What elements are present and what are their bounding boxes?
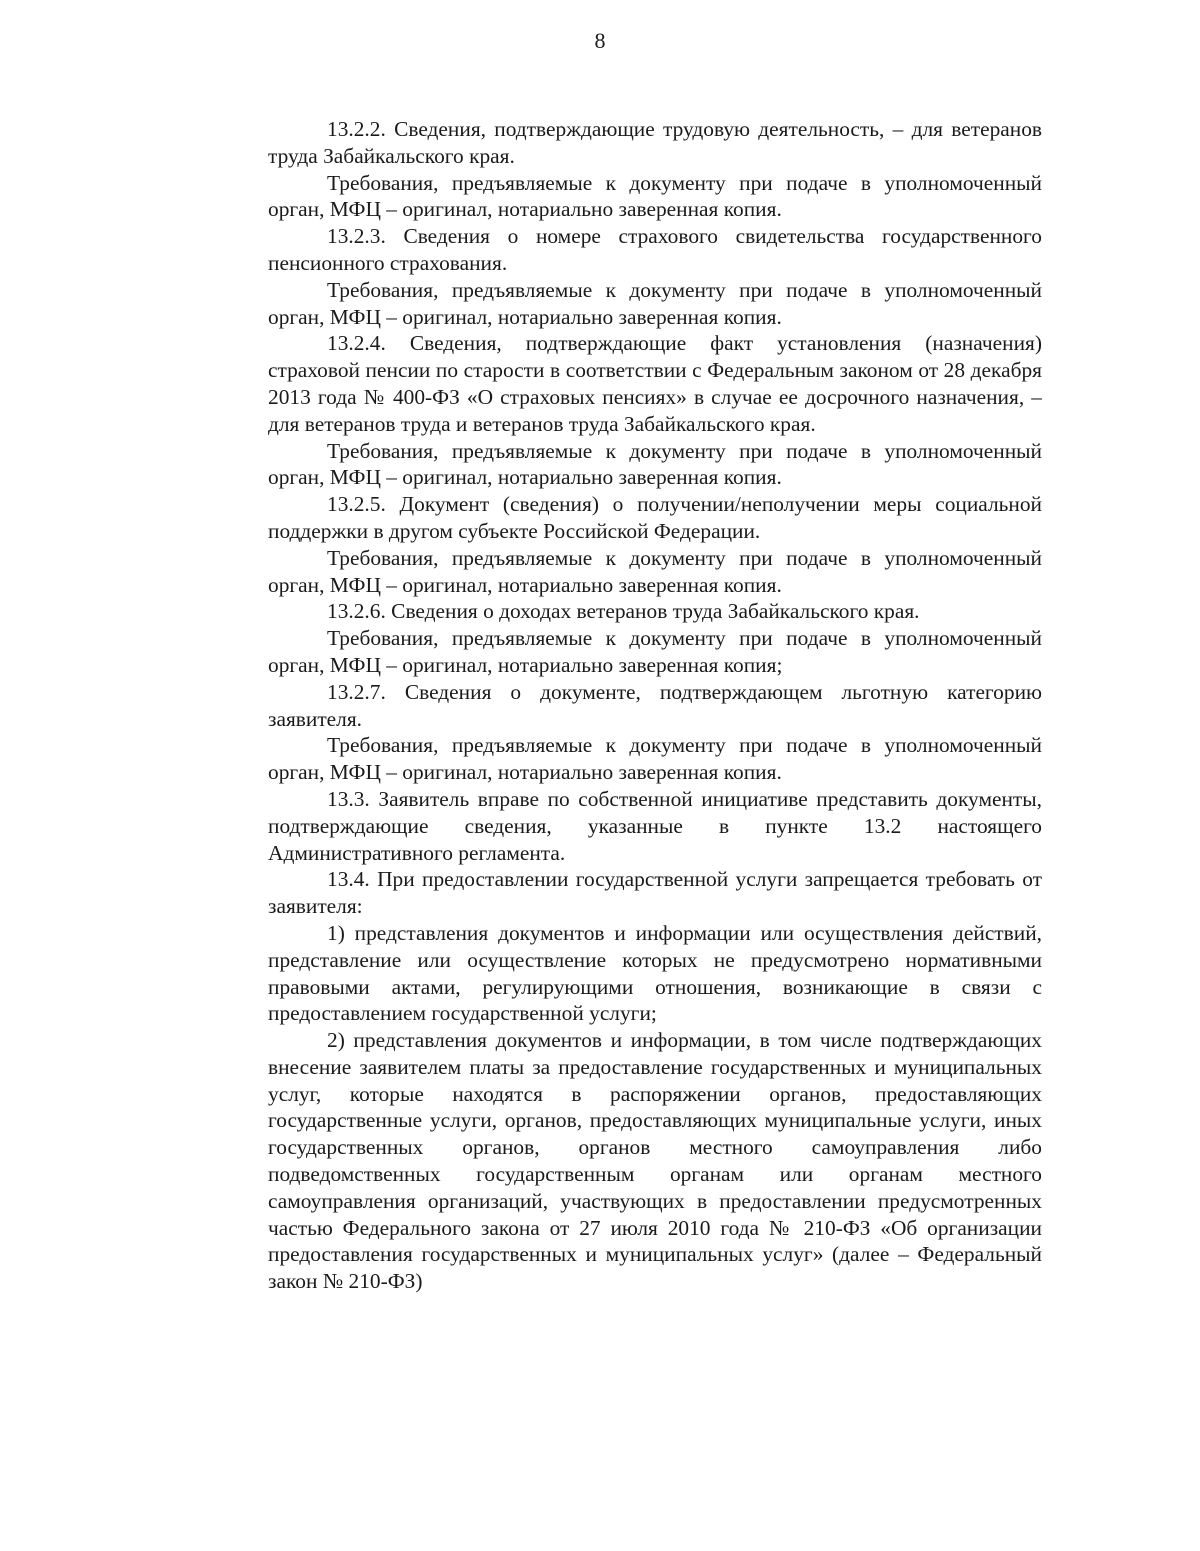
paragraph-13-3: 13.3. Заявитель вправе по собственной инициативе представить документы, подтверждающие сведения, указанные в пункте 13.2 настоящего Административного регламента. <box>268 786 1042 865</box>
document-body <box>268 116 1042 1295</box>
paragraph-requirements: Требования, предъявляемые к документу при подаче в уполномоченный орган, МФЦ – оригинал, нотариально заверенная копия. <box>268 545 1042 597</box>
paragraph-requirements: Требования, предъявляемые к документу при подаче в уполномоченный орган, МФЦ – оригинал, нотариально заверенная копия; <box>268 626 1042 677</box>
list-item-1: 1) представления документов и информации или осуществления действий, представление или осуществление которых не предусмотрено нормативными правовыми актами, регулирующими отношения, возникающие в связи с предоставлением государственной услуги; <box>268 920 1042 1026</box>
paragraph-13-2-2: 13.2.2. Сведения, подтверждающие трудовую деятельность, – для ветеранов труда Забайкальского края. <box>268 117 1042 168</box>
paragraph-requirements: Требования, предъявляемые к документу при подаче в уполномоченный орган, МФЦ – оригинал, нотариально заверенная копия. <box>268 277 1042 329</box>
paragraph-13-4: 13.4. При предоставлении государственной услуги запрещается требовать от заявителя: <box>268 867 1042 919</box>
list-item-2: 2) представления документов и информации, в том числе подтверждающих внесение заявителем платы за предоставление государственных и муниципальных услуг, которые находятся в распоряжении органов, предоставляющих государственные услуги, органов, предоставляющих муниципальные услуги, иных государственных органов, органов местного самоуправления либо подведомственных государственным органам или органам местного самоуправления организаций, участвующих в предоставлении предусмотренных частью Федерального закона от 27 июля 2010 года № 210-ФЗ «Об организации предоставления государственных и муниципальных услуг» (далее – Федеральный закон № 210-ФЗ) <box>268 1028 1042 1294</box>
paragraph-13-2-3: 13.2.3. Сведения о номере страхового свидетельства государственного пенсионного страхования. <box>268 224 1042 275</box>
paragraph-requirements: Требования, предъявляемые к документу при подаче в уполномоченный орган, МФЦ – оригинал, нотариально заверенная копия. <box>268 438 1042 490</box>
paragraph-requirements: Требования, предъявляемые к документу при подаче в уполномоченный орган, МФЦ – оригинал, нотариально заверенная копия. <box>268 733 1042 785</box>
paragraph-13-2-5: 13.2.5. Документ (сведения) о получении/неполучении меры социальной поддержки в другом субъекте Российской Федерации. <box>268 492 1042 543</box>
paragraph-requirements: Требования, предъявляемые к документу при подаче в уполномоченный орган, МФЦ – оригинал, нотариально заверенная копия. <box>268 170 1042 222</box>
paragraph-13-2-6: 13.2.6. Сведения о доходах ветеранов труда Забайкальского края. <box>327 599 920 624</box>
paragraph-13-2-7: 13.2.7. Сведения о документе, подтверждающем льготную категорию заявителя. <box>268 679 1042 731</box>
page-number: 8 <box>594 28 606 53</box>
paragraph-13-2-4: 13.2.4. Сведения, подтверждающие факт установления (назначения) страховой пенсии по старости в соответствии с Федеральным законом от 28 декабря 2013 года № 400-ФЗ «О страховых пенсиях» в случае ее досрочного назначения, – для ветеранов труда и ветеранов труда Забайкальского края. <box>268 331 1042 436</box>
